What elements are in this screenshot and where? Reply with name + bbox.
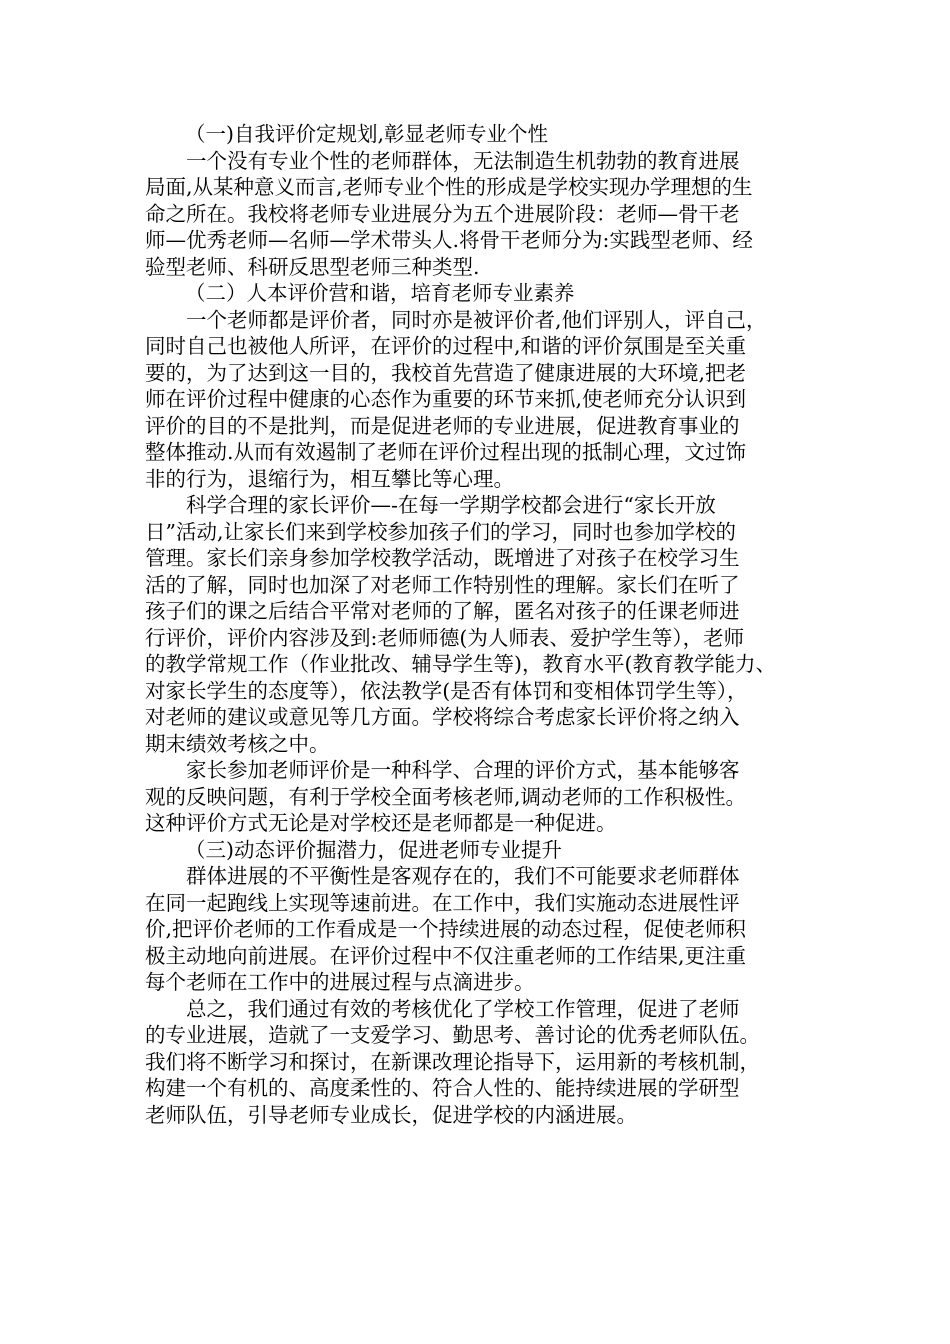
text-line: 极主动地向前进展。在评价过程中不仅注重老师的工作结果,更注重 <box>145 943 747 968</box>
text-line: 命之所在。我校将老师专业进展分为五个进展阶段：老师—骨干老 <box>145 201 740 226</box>
text-line: 日”活动,让家长们来到学校参加孩子们的学习，同时也参加学校的 <box>145 519 736 544</box>
text-line: 价,把评价老师的工作看成是一个持续进展的动态过程，促使老师积 <box>145 917 747 941</box>
text-line: 总之，我们通过有效的考核优化了学校工作管理，促进了老师 <box>186 996 740 1021</box>
text-line: 对老师的建议或意见等几方面。学校将综合考虑家长评价将之纳入 <box>145 705 740 729</box>
text-line: 观的反映问题，有利于学校全面考核老师,调动老师的工作积极性。 <box>145 784 747 809</box>
document-body <box>145 121 835 1128</box>
text-line: 的专业进展，造就了一支爱学习、勤思考、善讨论的优秀老师队伍。 <box>145 1023 760 1047</box>
text-line: 一个没有专业个性的老师群体，无法制造生机勃勃的教育进展 <box>186 148 740 173</box>
text-line: 管理。家长们亲身参加学校教学活动，既增进了对孩子在校学习生 <box>145 546 740 570</box>
text-line: 验型老师、科研反思型老师三种类型. <box>145 254 480 279</box>
text-line: 老师队伍，引导老师专业成长，促进学校的内涵进展。 <box>145 1102 637 1127</box>
text-line: 家长参加老师评价是一种科学、合理的评价方式，基本能够客 <box>186 758 740 782</box>
text-line: 整体推动.从而有效遏制了老师在评价过程出现的抵制心理，文过饰 <box>145 440 747 464</box>
text-line: 孩子们的课之后结合平常对老师的了解，匿名对孩子的任课老师进 <box>145 599 740 623</box>
section-heading: （三)动态评价掘潜力，促进老师专业提升 <box>185 837 562 862</box>
text-line: 我们将不断学习和探讨，在新课改理论指导下，运用新的考核机制， <box>145 1049 760 1074</box>
text-line: 行评价，评价内容涉及到:老师师德(为人师表、爱护学生等），老师 <box>145 625 745 650</box>
text-line: 非的行为，退缩行为，相互攀比等心理。 <box>145 466 514 491</box>
text-line: 评价的目的不是批判，而是促进老师的专业进展，促进教育事业的 <box>145 413 740 438</box>
text-line: 期末绩效考核之中。 <box>145 731 330 756</box>
text-line: 局面,从某种意义而言,老师专业个性的形成是学校实现办学理想的生 <box>145 175 753 199</box>
text-line: 对家长学生的态度等），依法教学(是否有体罚和变相体罚学生等）， <box>145 678 748 703</box>
text-line: 师—优秀老师—名师—学术带头人.将骨干老师分为:实践型老师、经 <box>145 228 753 252</box>
text-line: 这种评价方式无论是对学校还是老师都是一种促进。 <box>145 811 617 835</box>
text-line: 同时自己也被他人所评，在评价的过程中,和谐的评价氛围是至关重 <box>145 334 747 358</box>
text-line: 师在评价过程中健康的心态作为重要的环节来抓,使老师充分认识到 <box>145 387 747 411</box>
text-line: 一个老师都是评价者，同时亦是被评价者,他们评别人，评自己， <box>186 307 767 332</box>
text-line: 科学合理的家长评价—-在每一学期学校都会进行“家长开放 <box>186 493 716 517</box>
text-line: 要的，为了达到这一目的，我校首先营造了健康进展的大环境,把老 <box>145 360 747 385</box>
text-line: 构建一个有机的、高度柔性的、符合人性的、能持续进展的学研型 <box>145 1076 740 1100</box>
text-line: 群体进展的不平衡性是客观存在的，我们不可能要求老师群体 <box>186 864 740 888</box>
section-heading: （一)自我评价定规划,彰显老师专业个性 <box>185 122 549 146</box>
text-line: 每个老师在工作中的进展过程与点滴进步。 <box>145 970 535 994</box>
text-line: 活的了解，同时也加深了对老师工作特别性的理解。家长们在听了 <box>145 572 740 597</box>
text-line: 的教学常规工作（作业批改、辅导学生等)，教育水平(教育教学能力、 <box>145 652 776 676</box>
section-heading: （二）人本评价营和谐，培育老师专业素养 <box>185 281 575 305</box>
text-line: 在同一起跑线上实现等速前进。在工作中，我们实施动态进展性评 <box>145 890 740 915</box>
